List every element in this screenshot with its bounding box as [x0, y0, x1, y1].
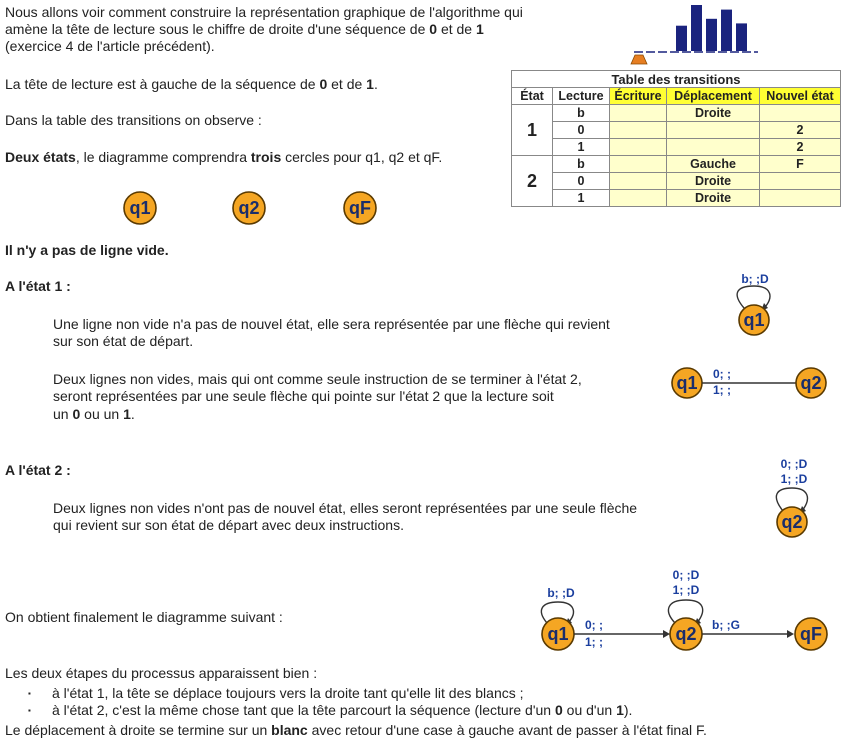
- etat1-para2-line3: [53, 406, 135, 422]
- loop-label: b; ;D: [741, 272, 769, 286]
- cell-lecture: b: [553, 156, 610, 173]
- tape-bars: [676, 5, 747, 51]
- bold-text: Deux états: [5, 149, 76, 165]
- table-row: [512, 156, 841, 173]
- intro-line-2: [5, 21, 484, 37]
- list-text: ).: [623, 702, 633, 718]
- intro-text: amène la tête de lecture sous le chiffre de droite d'une séquence de: [5, 21, 430, 37]
- cell-lecture: 1: [553, 190, 610, 207]
- cell-lecture: 0: [553, 122, 610, 139]
- final-intro: On obtient finalement le diagramme suivant :: [5, 609, 283, 625]
- conclusion-list: [28, 685, 632, 719]
- digit-zero: 0: [554, 702, 563, 718]
- q1-loop-diagram: [728, 268, 788, 338]
- bold-text: trois: [250, 149, 282, 165]
- list-text: ou d'un: [562, 702, 617, 718]
- loop-label: 0; ;D: [672, 568, 700, 582]
- state-label: q2: [675, 624, 697, 644]
- state-label: q2: [800, 373, 822, 393]
- state-q1: [124, 192, 156, 224]
- digit-zero: 0: [429, 21, 438, 37]
- state-label: qF: [349, 198, 371, 218]
- final-diagram: [536, 566, 832, 658]
- list-text: à l'état 1, la tête se déplace toujours vers la droite tant qu'elle lit des blancs ;: [52, 685, 524, 701]
- intro-text: et de: [327, 76, 367, 92]
- state-label: q2: [781, 512, 803, 532]
- table-row: [512, 190, 841, 207]
- state-q2: [233, 192, 265, 224]
- intro-observe: Dans la table des transitions on observe :: [5, 112, 262, 128]
- intro-text: , le diagramme comprendra: [75, 149, 251, 165]
- cell-lecture: 0: [553, 173, 610, 190]
- cell-nouvel: 2: [760, 122, 841, 139]
- digit-zero: 0: [319, 76, 328, 92]
- para-text: .: [130, 406, 135, 422]
- digit-one: 1: [616, 702, 624, 718]
- col-deplacement: Déplacement: [667, 88, 760, 105]
- tape-bar: [706, 19, 717, 51]
- tape-illustration: [628, 3, 768, 65]
- intro-text: et de: [437, 21, 476, 37]
- edge-label: b; ;G: [712, 618, 740, 632]
- cell-ecriture: [610, 173, 667, 190]
- cell-lecture: b: [553, 105, 610, 122]
- intro-line-1: Nous allons voir comment construire la représentation graphique de l'algorithme qui: [5, 4, 523, 20]
- loop-label: 0; ;D: [780, 457, 808, 471]
- state-label: q1: [676, 373, 698, 393]
- col-etat: État: [512, 88, 553, 105]
- cell-ecriture: [610, 156, 667, 173]
- state-label: q1: [547, 624, 569, 644]
- etat2-para-line2: qui revient sur son état de départ avec deux instructions.: [53, 517, 404, 533]
- arrowhead-icon: [787, 630, 794, 638]
- list-text: à l'état 2, c'est la même chose tant que la tête parcourt la séquence (lecture d'un: [52, 702, 555, 718]
- cell-deplacement: Droite: [667, 105, 760, 122]
- state-label: qF: [800, 624, 822, 644]
- cell-deplacement: [667, 122, 760, 139]
- cell-nouvel: [760, 105, 841, 122]
- table-row: [512, 105, 841, 122]
- tape-bar: [691, 5, 702, 51]
- cell-nouvel: [760, 190, 841, 207]
- cell-ecriture: [610, 105, 667, 122]
- intro-text: cercles pour q1, q2 et qF.: [281, 149, 443, 165]
- intro-text: La tête de lecture est à gauche de la séquence de: [5, 76, 320, 92]
- etat1-para2-line1: Deux lignes non vides, mais qui ont comme seule instruction de se terminer à l'état 2,: [53, 371, 582, 387]
- para-text: un: [53, 406, 73, 422]
- state-cell: 1: [512, 105, 553, 156]
- cell-lecture: 1: [553, 139, 610, 156]
- cell-deplacement: Droite: [667, 190, 760, 207]
- state-label: q1: [129, 198, 151, 218]
- table-row: [512, 139, 841, 156]
- bold-text: blanc: [271, 722, 308, 738]
- states-row: [120, 190, 390, 230]
- etat2-para-line1: Deux lignes non vides n'ont pas de nouvel état, elles seront représentées par une seule flèche: [53, 500, 638, 516]
- cell-nouvel: F: [760, 156, 841, 173]
- digit-zero: 0: [72, 406, 81, 422]
- conclusion-last: [5, 722, 707, 738]
- table-row: [512, 122, 841, 139]
- edge-label: 0; ;: [585, 618, 603, 632]
- digit-one: 1: [366, 76, 374, 92]
- table-title: Table des transitions: [512, 71, 841, 88]
- list-item: [28, 702, 632, 719]
- arrowhead-icon: [663, 630, 670, 638]
- edge-label: 1; ;: [585, 635, 603, 649]
- edge-label: 0; ;: [713, 367, 731, 381]
- cell-ecriture: [610, 139, 667, 156]
- col-lecture: Lecture: [553, 88, 610, 105]
- para-text: Le déplacement à droite se termine sur un: [5, 722, 272, 738]
- tape-head-icon: [631, 55, 647, 64]
- etat1-para2-line2: seront représentées par une seule flèche qui pointe sur l'état 2 que la lecture soit: [53, 388, 554, 404]
- digit-one: 1: [475, 21, 484, 37]
- transition-table: [511, 70, 841, 207]
- loop-label: 1; ;D: [672, 583, 700, 597]
- intro-line-3: (exercice 4 de l'article précédent).: [5, 38, 215, 54]
- tape-bar: [676, 26, 687, 51]
- cell-ecriture: [610, 190, 667, 207]
- col-nouvel-etat: Nouvel état: [760, 88, 841, 105]
- conclusion-lead: Les deux étapes du processus apparaissent bien :: [5, 665, 318, 681]
- intro-text: .: [373, 76, 378, 92]
- cell-deplacement: Droite: [667, 173, 760, 190]
- digit-one: 1: [123, 406, 131, 422]
- etat2-heading: A l'état 2 :: [5, 462, 71, 478]
- state-label: q2: [238, 198, 260, 218]
- q2-loop-diagram: [766, 456, 826, 542]
- para-text: ou un: [80, 406, 124, 422]
- intro-states: [5, 149, 442, 165]
- cell-ecriture: [610, 122, 667, 139]
- edge-label: 1; ;: [713, 383, 731, 397]
- cell-nouvel: 2: [760, 139, 841, 156]
- state-label: q1: [743, 310, 765, 330]
- q1-to-q2-diagram: [668, 364, 833, 404]
- loop-label: b; ;D: [547, 586, 575, 600]
- table-row: [512, 173, 841, 190]
- col-ecriture: Écriture: [610, 88, 667, 105]
- etat1-heading: A l'état 1 :: [5, 278, 71, 294]
- cell-deplacement: Gauche: [667, 156, 760, 173]
- tape-bar: [721, 10, 732, 51]
- state-qF: [344, 192, 376, 224]
- no-empty-line: Il n'y a pas de ligne vide.: [5, 242, 169, 258]
- intro-head-position: [5, 76, 378, 92]
- loop-label: 1; ;D: [780, 472, 808, 486]
- para-text: avec retour d'une case à gauche avant de passer à l'état final F.: [307, 722, 707, 738]
- state-cell: 2: [512, 156, 553, 207]
- etat1-para1-line2: sur son état de départ.: [53, 333, 194, 349]
- etat1-para1-line1: Une ligne non vide n'a pas de nouvel état, elle sera représentée par une flèche qui revient: [53, 316, 610, 332]
- cell-nouvel: [760, 173, 841, 190]
- tape-bar: [736, 23, 747, 51]
- cell-deplacement: [667, 139, 760, 156]
- list-item: [28, 685, 632, 702]
